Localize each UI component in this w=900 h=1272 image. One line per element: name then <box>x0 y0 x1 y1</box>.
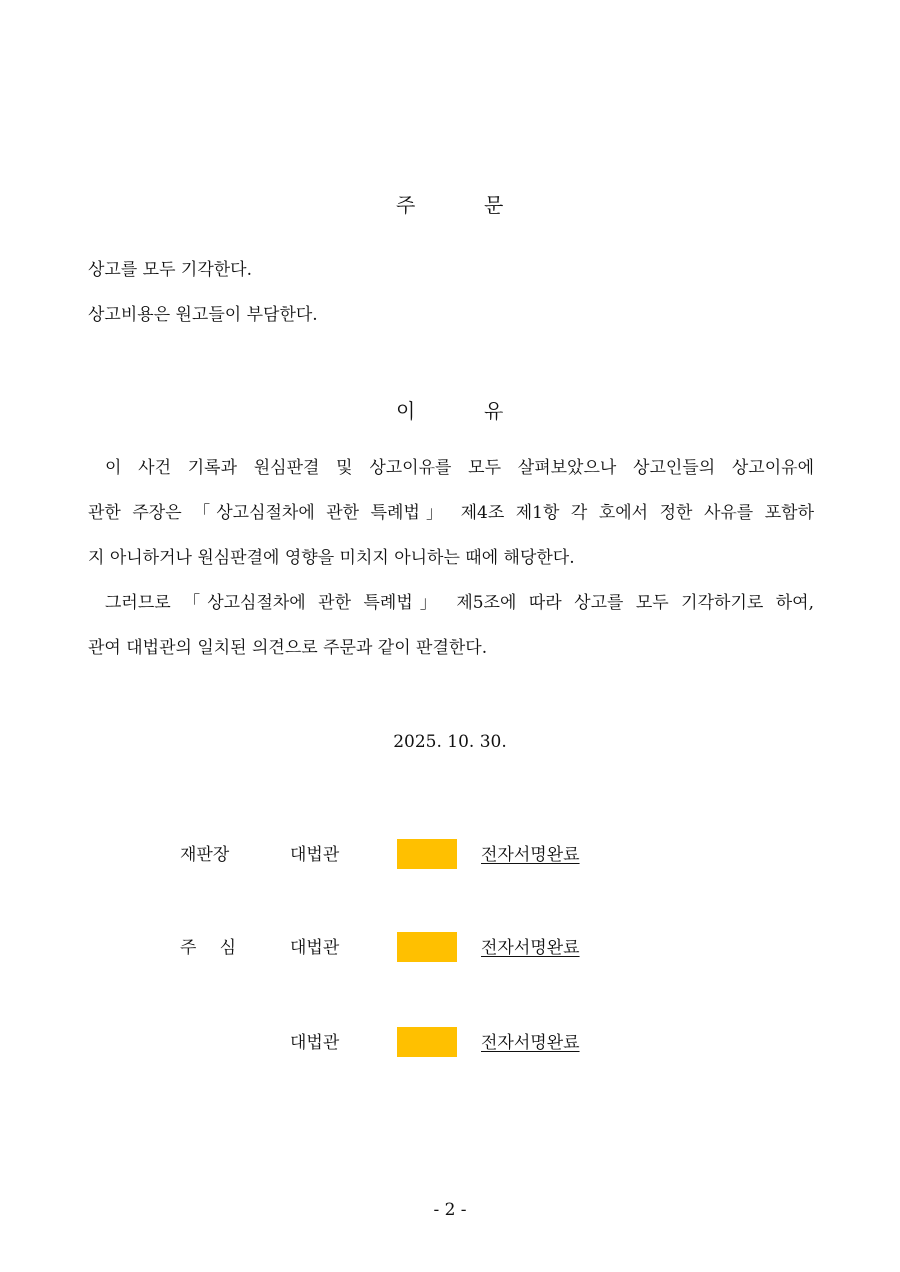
signature-title: 대법관 <box>290 1033 340 1053</box>
signature-role: 주 심 <box>180 938 236 958</box>
reasons-line-5: 관여 대법관의 일치된 의견으로 주문과 같이 판결한다. <box>88 638 488 658</box>
signature-title: 대법관 <box>290 845 340 865</box>
signature-row <box>0 1027 900 1059</box>
reasons-line-4: 그러므로 「상고심절차에 관한 특례법」 제5조에 따라 상고를 모두 기각하기로 하여, <box>105 593 814 613</box>
order-line-1: 상고를 모두 기각한다. <box>88 260 253 280</box>
reasons-heading-char-2: 유 <box>484 399 504 423</box>
seal-redaction <box>397 839 457 869</box>
seal-redaction <box>397 932 457 962</box>
page-number: - 2 - <box>433 1200 467 1220</box>
order-heading-char-2: 문 <box>484 193 504 217</box>
signature-row <box>0 839 900 871</box>
reasons-heading-char-1: 이 <box>396 399 416 423</box>
order-line-2: 상고비용은 원고들이 부담한다. <box>88 305 318 325</box>
e-signature-status: 전자서명완료 <box>481 1033 580 1053</box>
signature-role: 재판장 <box>180 845 230 865</box>
signature-title: 대법관 <box>290 938 340 958</box>
signature-row <box>0 932 900 964</box>
reasons-line-1: 이 사건 기록과 원심판결 및 상고이유를 모두 살펴보았으나 상고인들의 상고이유에 <box>105 458 814 478</box>
seal-redaction <box>397 1027 457 1057</box>
e-signature-status: 전자서명완료 <box>481 845 580 865</box>
reasons-line-2: 관한 주장은 「상고심절차에 관한 특례법」 제4조 제1항 각 호에서 정한 사유를 포함하 <box>88 503 814 523</box>
reasons-heading <box>0 396 900 426</box>
e-signature-status: 전자서명완료 <box>481 938 580 958</box>
reasons-line-3: 지 아니하거나 원심판결에 영향을 미치지 아니하는 때에 해당한다. <box>88 548 575 568</box>
judgment-date: 2025. 10. 30. <box>393 732 507 752</box>
order-heading-char-1: 주 <box>396 193 416 217</box>
order-heading <box>0 190 900 220</box>
